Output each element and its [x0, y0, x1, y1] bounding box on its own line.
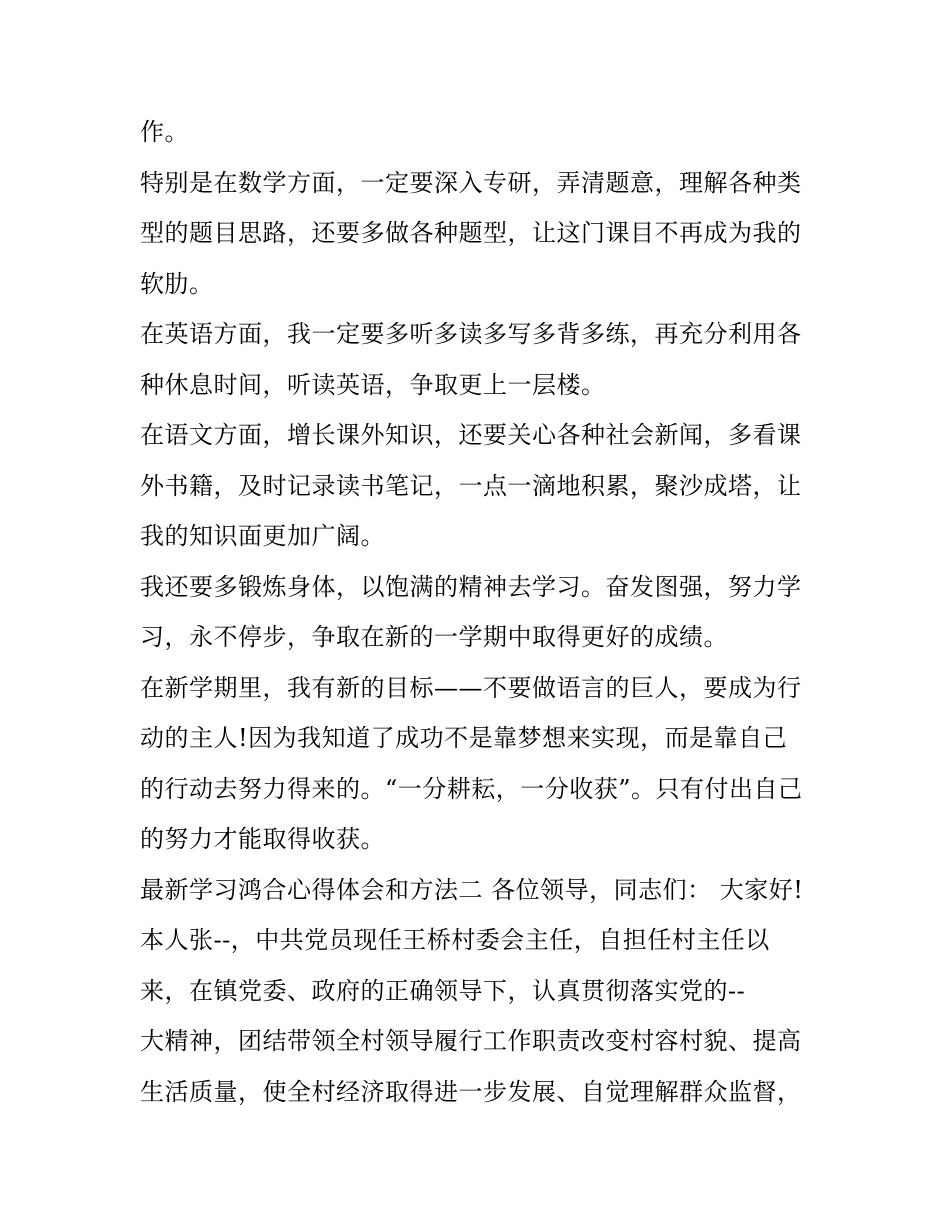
- text-line: 的行动去努力得来的。“一分耕耘，一分收获”。只有付出自己: [140, 774, 803, 803]
- text-line: 软肋。: [140, 269, 214, 298]
- text-line: 习，永不停步，争取在新的一学期中取得更好的成绩。: [140, 623, 728, 651]
- text-line: 在语文方面，增长课外知识，还要关心各种社会新闻，多看课: [140, 421, 802, 449]
- text-line: 我的知识面更加广阔。: [140, 522, 385, 550]
- text-line: 作。: [140, 118, 189, 146]
- text-line: 本人张--，中共党员现任王桥村委会主任，自担任村主任以: [140, 926, 770, 954]
- text-line: 大精神，团结带领全村领导履行工作职责改变村容村貌、提高: [140, 1027, 802, 1055]
- text-line: 特别是在数学方面，一定要深入专研，弄清题意，理解各种类: [140, 168, 802, 197]
- text-line: 的努力才能取得收获。: [140, 825, 385, 853]
- text-line: 生活质量，使全村经济取得进一步发展、自觉理解群众监督，: [140, 1077, 802, 1106]
- text-line: 最新学习鸿合心得体会和方法二 各位领导，同志们： 大家好!: [140, 875, 804, 904]
- text-line: 来，在镇党委、政府的正确领导下，认真贯彻落实党的--: [140, 976, 746, 1005]
- document-body: [140, 107, 820, 1117]
- text-line: 我还要多锻炼身体，以饱满的精神去学习。奋发图强，努力学: [140, 572, 802, 601]
- text-line: 型的题目思路，还要多做各种题型，让这门课目不再成为我的: [140, 219, 802, 247]
- text-line: 种休息时间，听读英语，争取更上一层楼。: [140, 370, 606, 399]
- text-line: 在英语方面，我一定要多听多读多写多背多练，再充分利用各: [140, 320, 802, 348]
- text-line: 在新学期里，我有新的目标——不要做语言的巨人，要成为行: [140, 673, 802, 702]
- text-line: 外书籍，及时记录读书笔记，一点一滴地积累，聚沙成塔，让: [140, 471, 802, 500]
- text-line: 动的主人!因为我知道了成功不是靠梦想来实现，而是靠自己: [140, 724, 788, 752]
